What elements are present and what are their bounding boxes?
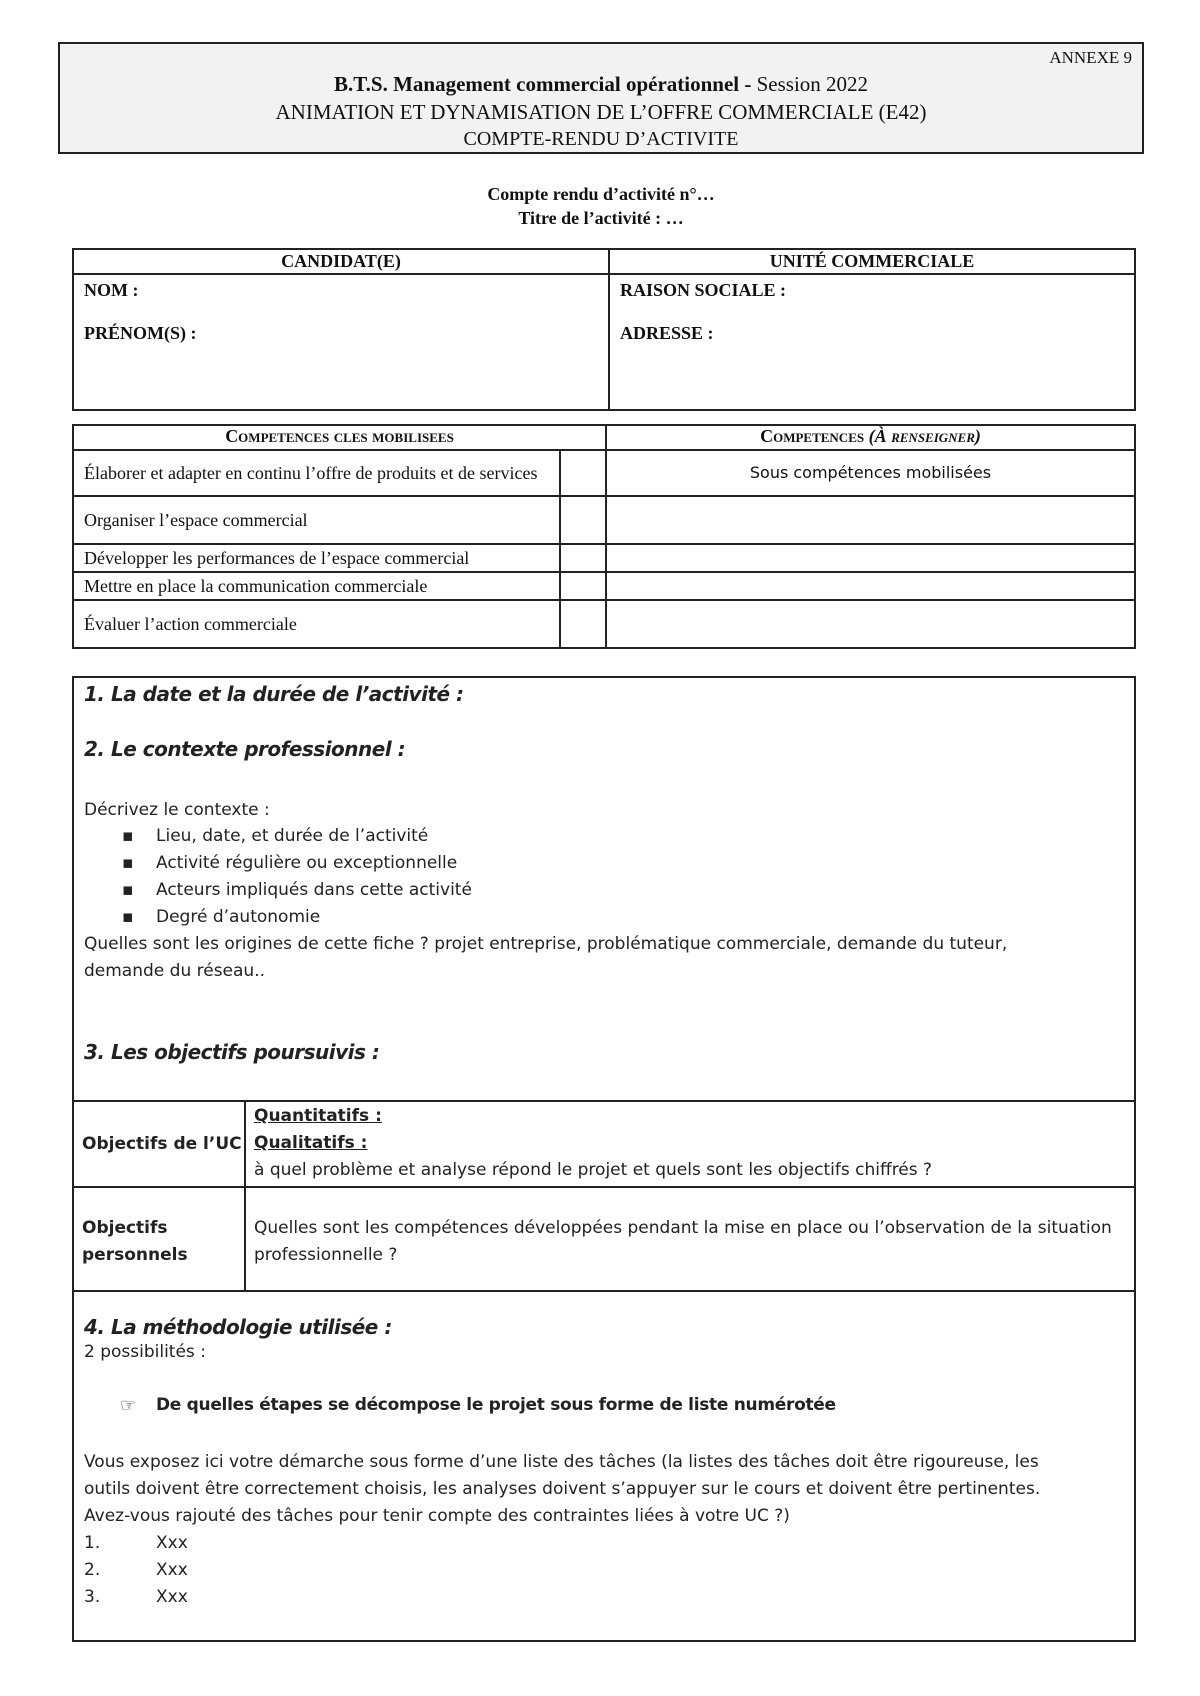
raison-sociale-field: RAISON SOCIALE : xyxy=(620,280,787,300)
document-type: COMPTE-RENDU D’ACTIVITE xyxy=(463,128,739,150)
section-1-title: 1. La date et la durée de l’activité : xyxy=(84,682,464,706)
objectives-column-divider xyxy=(244,1102,246,1290)
competences-cles-header: Competences cles mobilisees xyxy=(73,425,606,450)
document-header xyxy=(58,42,1144,154)
bullet-icon: ▪ xyxy=(122,880,134,900)
context-bullet: Lieu, date, et durée de l’activité xyxy=(156,826,429,846)
bullet-icon: ▪ xyxy=(122,907,134,927)
section-3-title: 3. Les objectifs poursuivis : xyxy=(84,1040,380,1064)
context-bullet: Activité régulière ou exceptionnelle xyxy=(156,853,458,873)
quantitatifs-label[interactable]: Quantitatifs : xyxy=(254,1106,382,1126)
expose-text-cont: outils doivent être correctement choisis, les analyses doivent s’appuyer sur le cours et doivent être pertinentes. xyxy=(84,1479,1041,1499)
competence-row-label: Mettre en place la communication commerciale xyxy=(73,572,560,600)
activity-title: Titre de l’activité : … xyxy=(518,208,684,228)
objectives-row-divider xyxy=(72,1186,1136,1188)
list-item[interactable]: Xxx xyxy=(156,1560,188,1580)
commercial-unit-cell[interactable] xyxy=(609,274,1135,410)
objectives-table xyxy=(72,1100,1136,1292)
expose-text: Vous exposez ici votre démarche sous forme d’une liste des tâches (la listes des tâches doit être rigoureuse, les xyxy=(84,1452,1039,1472)
candidate-table xyxy=(72,248,1136,411)
sub-competence-cell[interactable] xyxy=(606,544,1135,572)
header-title-line xyxy=(60,72,1142,97)
section-4-title: 4. La méthodologie utilisée : xyxy=(84,1315,392,1339)
objectifs-uc-label: Objectifs de l’UC xyxy=(82,1134,242,1154)
list-number: 1. xyxy=(84,1533,101,1553)
candidate-cell[interactable] xyxy=(73,274,609,410)
objectifs-personnels-text[interactable]: Quelles sont les compétences développées pendant la mise en place ou l’observation de la situation xyxy=(254,1218,1112,1238)
objectifs-personnels-label: Objectifs xyxy=(82,1218,168,1238)
sub-competence-cell[interactable] xyxy=(606,600,1135,648)
competences-header-hint: (À renseigner) xyxy=(868,426,981,446)
commercial-unit-header: UNITÉ COMMERCIALE xyxy=(609,249,1135,274)
context-bullet: Acteurs impliqués dans cette activité xyxy=(156,880,472,900)
competences-header-label: Competences xyxy=(760,426,869,446)
report-number: Compte rendu d’activité n°… xyxy=(487,184,715,204)
sub-competence-cell[interactable] xyxy=(606,572,1135,600)
activity-report-body xyxy=(72,676,1136,1642)
pointing-hand-icon: ☞ xyxy=(120,1395,137,1416)
origins-question-cont: demande du réseau.. xyxy=(84,961,266,981)
annexe-label: ANNEXE 9 xyxy=(1049,48,1132,67)
competence-row-label: Évaluer l’action commerciale xyxy=(73,600,560,648)
nom-field: NOM : xyxy=(84,280,139,300)
competence-row-label: Élaborer et adapter en continu l’offre de produits et de services xyxy=(73,450,560,496)
list-item[interactable]: Xxx xyxy=(156,1587,188,1607)
title-separator: - xyxy=(739,72,757,96)
competence-checkbox[interactable] xyxy=(560,600,606,648)
bullet-icon: ▪ xyxy=(122,853,134,873)
etapes-instruction: De quelles étapes se décompose le projet sous forme de liste numérotée xyxy=(156,1395,836,1415)
competences-table xyxy=(72,424,1136,649)
context-bullet: Degré d’autonomie xyxy=(156,907,321,927)
competence-checkbox[interactable] xyxy=(560,450,606,496)
competence-row-label: Organiser l’espace commercial xyxy=(73,496,560,544)
sub-competences-label[interactable]: Sous compétences mobilisées xyxy=(606,450,1135,496)
bullet-icon: ▪ xyxy=(122,826,134,846)
competence-checkbox[interactable] xyxy=(560,496,606,544)
competence-checkbox[interactable] xyxy=(560,544,606,572)
objectifs-personnels-label-cont: personnels xyxy=(82,1245,188,1265)
candidate-header: CANDIDAT(E) xyxy=(73,249,609,274)
adresse-field: ADRESSE : xyxy=(620,323,714,343)
sub-competence-cell[interactable] xyxy=(606,496,1135,544)
list-item[interactable]: Xxx xyxy=(156,1533,188,1553)
bts-title: B.T.S. Management commercial opérationnel xyxy=(333,72,740,96)
objectifs-personnels-text-cont: professionnelle ? xyxy=(254,1245,398,1265)
exam-title: ANIMATION ET DYNAMISATION DE L’OFFRE COMMERCIALE (E42) xyxy=(275,100,927,124)
competences-renseigner-header xyxy=(606,425,1135,450)
qualitatifs-label[interactable]: Qualitatifs : xyxy=(254,1133,368,1153)
list-number: 3. xyxy=(84,1587,101,1607)
competence-row-label: Développer les performances de l’espace commercial xyxy=(73,544,560,572)
context-prompt: Décrivez le contexte : xyxy=(84,800,270,820)
prenom-field: PRÉNOM(S) : xyxy=(84,323,197,343)
expose-text-end: Avez-vous rajouté des tâches pour tenir compte des contraintes liées à votre UC ?) xyxy=(84,1506,790,1526)
section-2-title: 2. Le contexte professionnel : xyxy=(84,737,406,761)
possibilites-label: 2 possibilités : xyxy=(84,1342,206,1362)
list-number: 2. xyxy=(84,1560,101,1580)
session-label: Session 2022 xyxy=(756,72,869,96)
competence-checkbox[interactable] xyxy=(560,572,606,600)
objectifs-uc-text: à quel problème et analyse répond le projet et quels sont les objectifs chiffrés ? xyxy=(254,1160,933,1180)
origins-question: Quelles sont les origines de cette fiche ? projet entreprise, problématique commerciale, demande du tuteur, xyxy=(84,934,1008,954)
report-subtitle xyxy=(58,182,1144,230)
